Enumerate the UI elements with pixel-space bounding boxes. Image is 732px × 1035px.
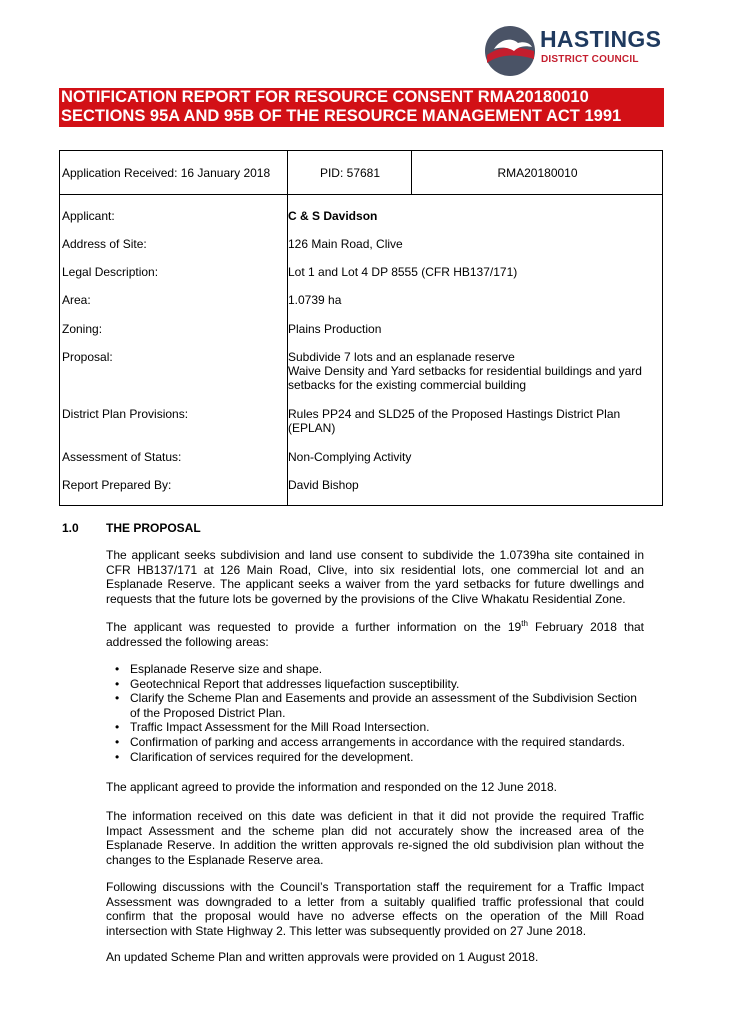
applicant-label: Applicant: (62, 209, 115, 223)
applicant-value: C & S Davidson (288, 209, 378, 223)
ordinal-suffix: th (521, 619, 528, 628)
application-info-table (59, 150, 663, 506)
paragraph-1: The applicant seeks subdivision and land use consent to subdivide the 1.0739ha site contained in CFR HB137/171 at 126 Main Road, Clive, into six residential lots, one commercial lot and an Esplanade Reserve. The applicant seeks a waiver from the yard setbacks for future dwellings and requests that the future lots be governed by the provisions of the Clive Whakatu Residential Zone. (106, 548, 644, 606)
legal-description-value: Lot 1 and Lot 4 DP 8555 (CFR HB137/171) (288, 265, 518, 279)
district-plan-label: District Plan Provisions: (62, 407, 189, 421)
paragraph-2-end: February 2018 that addressed the following areas: (106, 620, 645, 649)
preparer-value: David Bishop (288, 478, 359, 492)
status-label: Assessment of Status: (62, 450, 182, 464)
paragraph-2 (106, 620, 644, 649)
report-title-line-2: SECTIONS 95A AND 95B OF THE RESOURCE MANAGEMENT ACT 1991 (61, 107, 622, 125)
legal-description-label: Legal Description: (62, 265, 159, 279)
proposal-value (288, 350, 660, 392)
section-title: THE PROPOSAL (106, 521, 201, 535)
list-item: • Geotechnical Report that addresses liquefaction susceptibility. (106, 677, 644, 692)
proposal-line-2: Waive Density and Yard setbacks for residential buildings and yard setbacks for the existing commercial building (288, 364, 642, 392)
area-label: Area: (62, 293, 91, 307)
zoning-value: Plains Production (288, 322, 382, 336)
district-plan-value: Rules PP24 and SLD25 of the Proposed Hastings District Plan (EPLAN) (288, 407, 621, 435)
preparer-label: Report Prepared By: (62, 478, 172, 492)
table-header-row (60, 151, 662, 195)
paragraph-5: Following discussions with the Council’s Transportation staff the requirement for a Traffic Impact Assessment was downgraded to a letter from a suitably qualified traffic professional that could confirm that the proposal would have no adverse effects on the operation of the Mill Road intersection with State Highway 2. This letter was subsequently provided on 27 June 2018. (106, 880, 644, 938)
status-value: Non-Complying Activity (288, 450, 412, 464)
report-title-line-1: NOTIFICATION REPORT FOR RESOURCE CONSENT RMA20180010 (61, 88, 589, 106)
paragraph-3: The applicant agreed to provide the information and responded on the 12 June 2018. (106, 780, 557, 794)
zoning-label: Zoning: (62, 322, 103, 336)
address-label: Address of Site: (62, 237, 147, 251)
list-item: • Esplanade Reserve size and shape. (106, 662, 644, 677)
section-number: 1.0 (62, 521, 79, 535)
logo-subtitle: DISTRICT COUNCIL (541, 54, 639, 65)
requested-info-list (106, 662, 644, 764)
list-item: • Traffic Impact Assessment for the Mill Road Intersection. (106, 720, 644, 735)
address-value: 126 Main Road, Clive (288, 237, 403, 251)
proposal-label: Proposal: (62, 350, 113, 364)
council-logo (484, 22, 664, 78)
logo-name: HASTINGS (540, 26, 662, 52)
proposal-line-1: Subdivide 7 lots and an esplanade reserve (288, 350, 515, 364)
council-emblem-icon (484, 25, 536, 77)
list-item: • Confirmation of parking and access arrangements in accordance with the required standards. (106, 735, 644, 750)
list-item: • Clarify the Scheme Plan and Easements and provide an assessment of the Subdivision Section of the Proposed District Plan. (106, 691, 644, 720)
list-item: • Clarification of services required for the development. (106, 750, 644, 765)
area-value: 1.0739 ha (288, 293, 342, 307)
report-title (59, 88, 664, 127)
reference-number: RMA20180010 (411, 151, 663, 194)
paragraph-4: The information received on this date was deficient in that it did not provide the required Traffic Impact Assessment and the scheme plan did not accurately show the increased area of the Esplanade Reserve. In addition the written approvals re-signed the old subdivision plan without the changes to the Esplanade Reserve area. (106, 809, 644, 867)
paragraph-6: An updated Scheme Plan and written approvals were provided on 1 August 2018. (106, 950, 539, 964)
pid-value: PID: 57681 (287, 151, 412, 194)
application-received: Application Received: 16 January 2018 (62, 165, 271, 180)
paragraph-2-start: The applicant was requested to provide a further information on the 19 (106, 620, 522, 634)
